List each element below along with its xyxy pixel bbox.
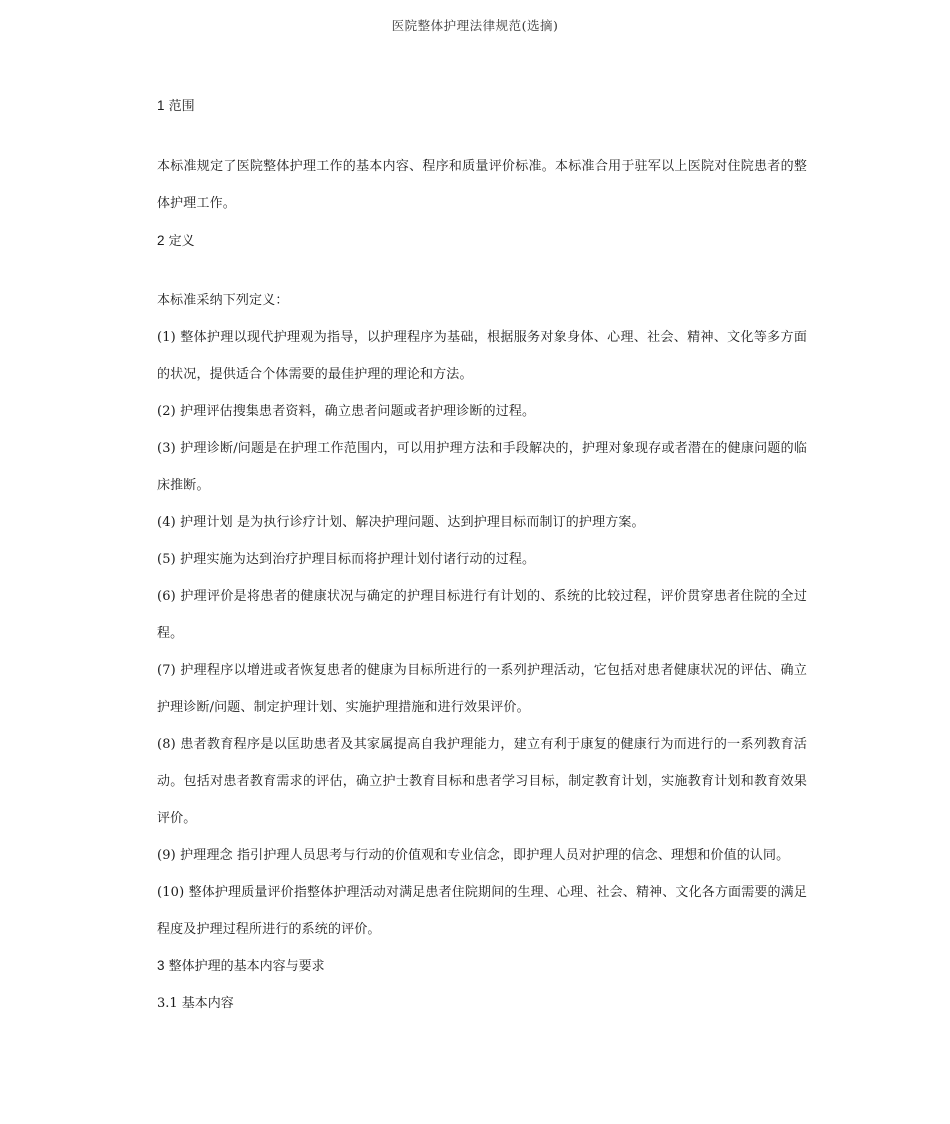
definition-2: (2) 护理评估搜集患者资料，确立患者问题或者护理诊断的过程。 [157, 404, 536, 419]
definition-1: (1) 整体护理以现代护理观为指导，以护理程序为基础，根据服务对象身体、心理、社会、精神、文化等多方面的状况，提供适合个体需要的最佳护理的理论和方法。 [157, 330, 807, 382]
definitions-intro: 本标准采纳下列定义： [157, 293, 289, 308]
section-3-heading [157, 956, 807, 977]
subsection-3-1-heading: 3.1 基本内容 [157, 996, 234, 1011]
definition-7: (7) 护理程序以增进或者恢复患者的健康为目标所进行的一系列护理活动，它包括对患者健康状况的评估、确立护理诊断/问题、制定护理计划、实施护理措施和进行效果评价。 [157, 663, 807, 715]
definition-10: (10) 整体护理质量评价指整体护理活动对满足患者住院期间的生理、心理、社会、精神、文化各方面需要的满足程度及护理过程所进行的系统的评价。 [157, 885, 807, 937]
scope-paragraph: 本标准规定了医院整体护理工作的基本内容、程序和质量评价标准。本标准合用于驻军以上医院对住院患者的整体护理工作。 [157, 159, 807, 211]
section-title: 定义 [168, 234, 195, 249]
document-header: 医院整体护理法律规范(选摘) [391, 18, 559, 33]
definition-9: (9) 护理理念 指引护理人员思考与行动的价值观和专业信念，即护理人员对护理的信念、理想和价值的认同。 [157, 848, 790, 863]
definition-4: (4) 护理计划 是为执行诊疗计划、解决护理问题、达到护理目标而制订的护理方案。 [157, 515, 645, 530]
document-body [157, 96, 807, 1014]
section-number: 3 [157, 958, 165, 973]
definition-6: (6) 护理评价是将患者的健康状况与确定的护理目标进行有计划的、系统的比较过程，评价贯穿患者住院的全过程。 [157, 589, 807, 641]
section-number: 2 [157, 233, 165, 248]
section-number: 1 [157, 98, 165, 113]
definition-5: (5) 护理实施为达到治疗护理目标而将护理计划付诸行动的过程。 [157, 552, 536, 567]
section-title: 整体护理的基本内容与要求 [168, 959, 325, 974]
section-1-heading [157, 96, 807, 117]
definition-3: (3) 护理诊断/问题是在护理工作范围内，可以用护理方法和手段解决的，护理对象现存或者潜在的健康问题的临床推断。 [157, 441, 807, 493]
section-2-heading [157, 231, 807, 252]
definition-8: (8) 患者教育程序是以匡助患者及其家属提高自我护理能力，建立有利于康复的健康行为而进行的一系列教育活动。包括对患者教育需求的评估，确立护士教育目标和患者学习目标，制定教育计划，实施教育计划和教育效果评价。 [157, 737, 807, 826]
section-title: 范围 [168, 99, 195, 114]
